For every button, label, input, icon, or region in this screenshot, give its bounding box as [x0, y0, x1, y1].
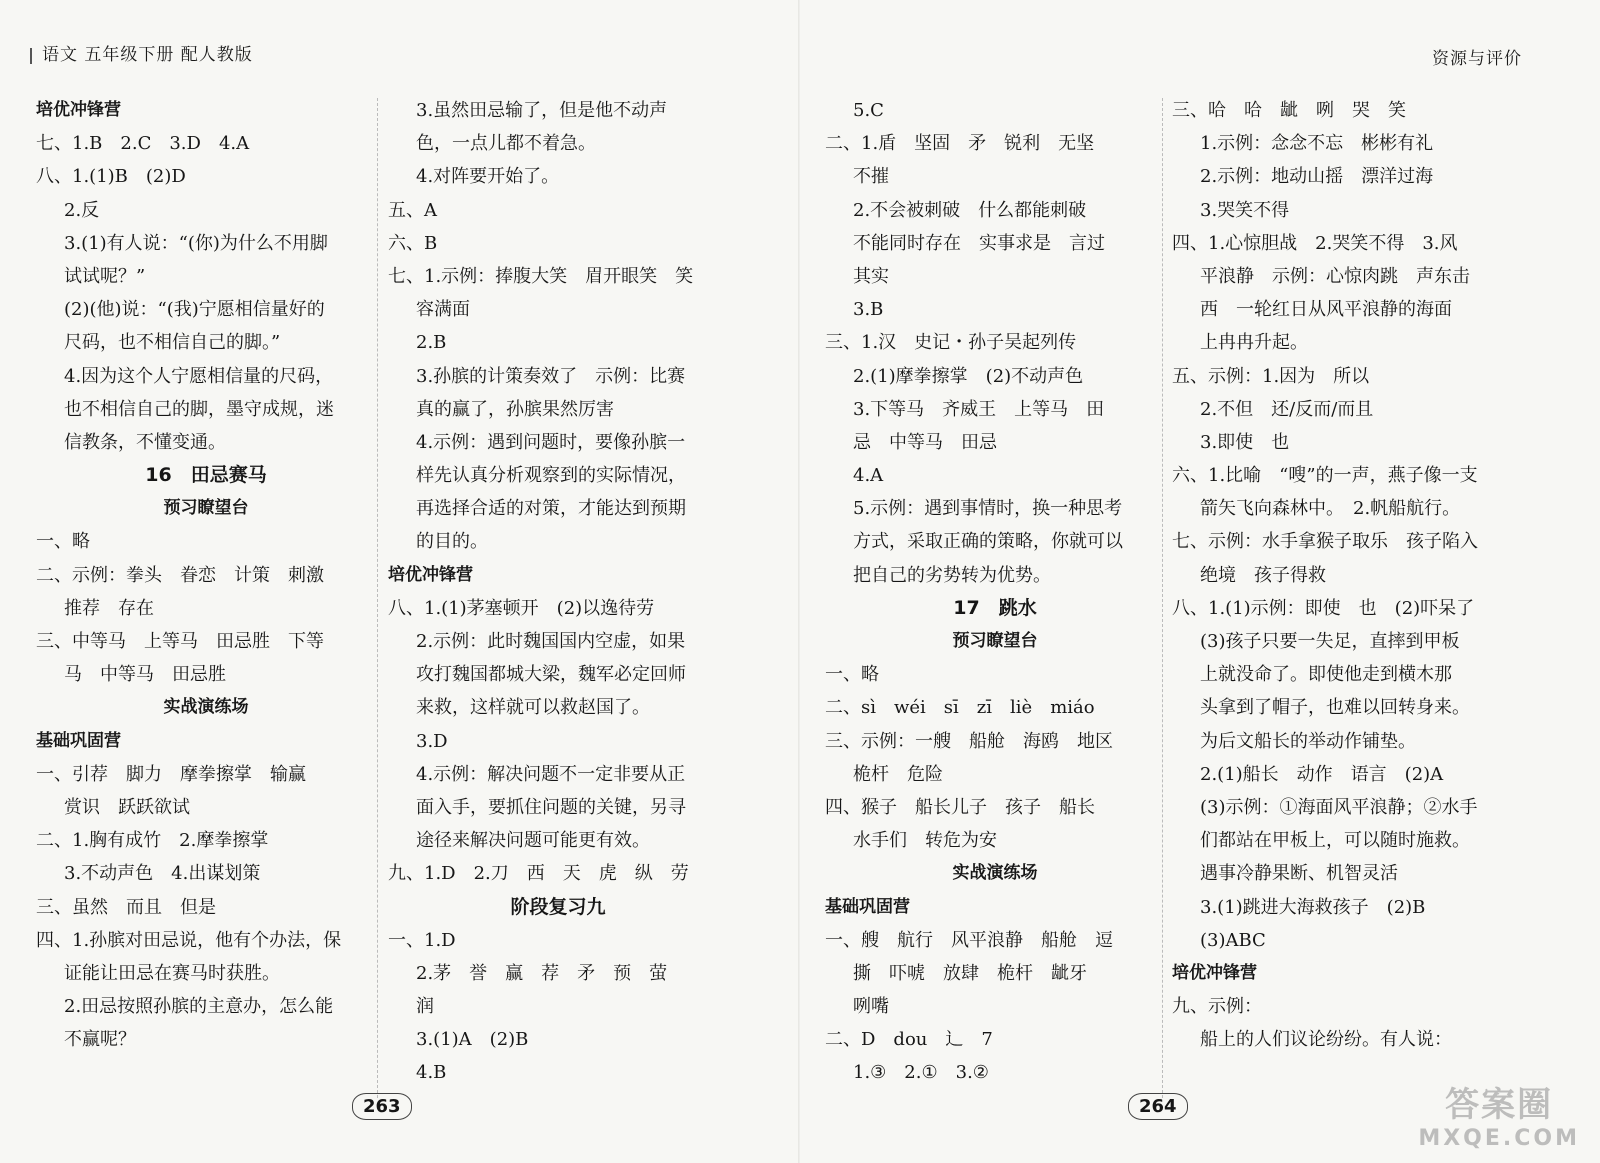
answer-line: 撕 吓唬 放肆 桅杆 龇牙: [853, 962, 1087, 984]
answer-line: 样先认真分析观察到的实际情况，: [416, 465, 686, 487]
answer-line: 的目的。: [416, 531, 488, 553]
answer-line: 一、略: [36, 531, 90, 553]
answer-line: 马 中等马 田忌胜: [64, 664, 226, 686]
answer-line: 水手们 转危为安: [853, 830, 997, 852]
answer-line: 实战演练场: [952, 863, 1038, 884]
answer-line: 三、1.汉 史记・孙子吴起列传: [825, 332, 1077, 354]
page-number-right: 264: [1128, 1093, 1188, 1120]
answer-line: 一、引荐 脚力 摩拳擦掌 输赢: [36, 763, 306, 785]
answer-line: 3.即使 也: [1200, 431, 1290, 453]
answer-line: 三、虽然 而且 但是: [36, 896, 216, 918]
answer-line: 2.反: [64, 199, 100, 221]
answer-line: 3.(1)A (2)B: [416, 1029, 529, 1051]
answer-line: 遇事冷静果断、机智灵活: [1200, 863, 1398, 885]
answer-line: 八、1.(1)B (2)D: [36, 166, 186, 188]
answer-line: (3)ABC: [1200, 929, 1266, 951]
answer-line: 二、sì wéi sī zī liè miáo: [825, 697, 1095, 719]
answer-line: 基础巩固营: [825, 896, 910, 917]
answer-column-2: [388, 94, 728, 1090]
answer-line: 四、1.心惊胆战 2.哭笑不得 3.风: [1172, 232, 1458, 254]
answer-line: 不摧: [853, 166, 889, 188]
book-title: 语文 五年级下册 配人教版: [42, 40, 253, 65]
answer-line: (3)孩子只要一失足，直摔到甲板: [1200, 631, 1460, 652]
answer-line: 2.茅 誉 赢 荐 矛 预 萤: [416, 962, 668, 984]
answer-line: 二、1.盾 坚固 矛 锐利 无坚: [825, 133, 1095, 155]
answer-line: 攻打魏国都城大梁，魏军必定回师: [416, 664, 686, 686]
answer-line: 3.哭笑不得: [1200, 199, 1290, 221]
answer-line: 七、1.B 2.C 3.D 4.A: [36, 133, 250, 155]
answer-line: 其实: [853, 265, 889, 287]
answer-line: 平浪静 示例：心惊肉跳 声东击: [1200, 265, 1470, 287]
answer-line: 上冉冉升起。: [1200, 332, 1308, 354]
answer-line: 七、1.示例：捧腹大笑 眉开眼笑 笑: [388, 265, 694, 287]
answer-line: 试试呢？”: [64, 265, 146, 287]
answer-line: 2.(1)摩拳擦掌 (2)不动声色: [853, 365, 1084, 387]
answer-line: 培优冲锋营: [36, 100, 121, 120]
answer-line: 2.田忌按照孙膑的主意办，怎么能: [64, 996, 334, 1018]
answer-line: 3.(1)跳进大海救孩子 (2)B: [1200, 896, 1426, 918]
answer-line: 预习瞭望台: [952, 631, 1038, 651]
answer-line: 二、D dou 辶 7: [825, 1029, 993, 1051]
answer-line: 3.不动声色 4.出谋划策: [64, 863, 261, 885]
answer-line: 二、示例：拳头 眷恋 计策 刺激: [36, 564, 324, 586]
answer-line: 赏识 跃跃欲试: [64, 796, 190, 818]
answer-line: 4.示例：遇到问题时，要像孙膑一: [416, 431, 686, 453]
answer-line: 1.示例：念念不忘 彬彬有礼: [1200, 133, 1434, 155]
answer-line: 方式，采取正确的策略，你就可以: [853, 531, 1123, 553]
watermark-logo: [1418, 1077, 1580, 1151]
answer-line: 真的赢了，孙膑果然厉害: [416, 398, 614, 420]
answer-line: 绝境 孩子得救: [1200, 564, 1326, 586]
answer-line: 预习瞭望台: [163, 498, 249, 519]
answer-line: 3.孙膑的计策奏效了 示例：比赛: [416, 365, 686, 387]
answer-line: 阶段复习九: [510, 895, 606, 918]
answer-line: 4.对阵要开始了。: [416, 166, 560, 188]
answer-line: 再选择合适的对策，才能达到预期: [416, 498, 686, 520]
answer-line: 来救，这样就可以救赵国了。: [416, 697, 650, 719]
answer-line: 四、1.孙膑对田忌说，他有个办法，保: [36, 929, 342, 951]
answer-line: 一、1.D: [388, 929, 456, 951]
answer-line: 头拿到了帽子，也难以回转身来。: [1200, 697, 1470, 719]
answer-line: 六、B: [388, 232, 438, 254]
answer-line: 2.(1)船长 动作 语言 (2)A: [1200, 763, 1444, 785]
answer-line: 2.不但 还/反而/而且: [1200, 398, 1374, 420]
answer-line: 容满面: [416, 299, 470, 321]
answer-line: 面入手，要抓住问题的关键，另寻: [416, 796, 686, 818]
answer-line: 西 一轮红日从风平浪静的海面: [1200, 299, 1452, 321]
answer-line: 不赢呢？: [64, 1029, 136, 1051]
answer-line: 八、1.(1)示例：即使 也 (2)吓呆了: [1172, 597, 1475, 619]
page-fold: [798, 0, 800, 1163]
answer-line: 们都站在甲板上，可以随时施救。: [1200, 830, 1470, 852]
answer-line: 把自己的劣势转为优势。: [853, 564, 1051, 586]
answer-line: 3.B: [853, 299, 884, 321]
answer-line: 3.(1)有人说：“(你)为什么不用脚: [64, 232, 328, 254]
answer-line: 四、猴子 船长儿子 孩子 船长: [825, 796, 1095, 818]
answer-line: 船上的人们议论纷纷。有人说：: [1200, 1029, 1452, 1051]
answer-line: 培优冲锋营: [1172, 962, 1257, 983]
answer-line: 为后文船长的举动作铺垫。: [1200, 730, 1416, 752]
answer-line: 2.不会被刺破 什么都能刺破: [853, 199, 1087, 221]
answer-line: 箭矢飞向森林中。 2.帆船航行。: [1200, 498, 1461, 520]
answer-line: 不能同时存在 实事求是 言过: [853, 232, 1105, 254]
answer-line: 七、示例：水手拿猴子取乐 孩子陷入: [1172, 531, 1478, 553]
answer-line: 2.示例：此时魏国国内空虚，如果: [416, 631, 686, 652]
answer-line: 证能让田忌在赛马时获胜。: [64, 962, 280, 984]
answer-line: 五、A: [388, 199, 437, 221]
answer-line: 润: [416, 996, 434, 1018]
answer-line: 推荐 存在: [64, 597, 154, 619]
answer-line: 一、略: [825, 664, 879, 686]
answer-line: 忌 中等马 田忌: [853, 431, 997, 453]
answer-line: 九、1.D 2.刀 西 天 虎 纵 劳: [388, 863, 689, 885]
answer-line: 17 跳水: [953, 596, 1037, 619]
answer-line: 5.C: [853, 100, 884, 121]
answer-line: 4.因为这个人宁愿相信量的尺码，: [64, 365, 334, 387]
answer-line: 六、1.比喻 “嗖”的一声，燕子像一支: [1172, 465, 1478, 487]
answer-line: 三、哈 哈 龇 咧 哭 笑: [1172, 100, 1406, 121]
column-divider-right: [1162, 98, 1163, 1098]
answer-line: 3.D: [416, 730, 448, 752]
answer-line: 2.B: [416, 332, 447, 354]
answer-line: 尺码，也不相信自己的脚。”: [64, 332, 281, 354]
answer-line: 二、1.胸有成竹 2.摩拳擦掌: [36, 830, 269, 852]
answer-line: 16 田忌赛马: [145, 464, 267, 487]
answer-line: 三、示例：一艘 船舱 海鸥 地区: [825, 730, 1113, 752]
answer-line: 桅杆 危险: [853, 763, 943, 785]
answer-line: 3.虽然田忌输了，但是他不动声: [416, 100, 668, 121]
answer-line: 色，一点儿都不着急。: [416, 133, 596, 155]
answer-line: 5.示例：遇到事情时，换一种思考: [853, 498, 1123, 520]
answer-line: 五、示例：1.因为 所以: [1172, 365, 1370, 387]
answer-column-4: [1172, 94, 1512, 1056]
answer-line: 2.示例：地动山摇 漂洋过海: [1200, 166, 1434, 188]
answer-line: 基础巩固营: [36, 730, 121, 751]
answer-line: 三、中等马 上等马 田忌胜 下等: [36, 631, 324, 652]
answer-line: 咧嘴: [853, 996, 889, 1018]
answer-line: 1.③ 2.① 3.②: [853, 1062, 989, 1084]
answer-line: 4.示例：解决问题不一定非要从正: [416, 763, 686, 785]
answer-line: 4.B: [416, 1062, 447, 1084]
watermark-url: MXQE.COM: [1418, 1126, 1580, 1151]
answer-line: 九、示例：: [1172, 996, 1262, 1018]
answer-line: 一、艘 航行 风平浪静 船舱 逗: [825, 929, 1113, 951]
answer-line: 4.A: [853, 465, 884, 487]
answer-line: 也不相信自己的脚，墨守成规，迷: [64, 398, 334, 420]
answer-line: 八、1.(1)茅塞顿开 (2)以逸待劳: [388, 597, 655, 619]
watermark-text: 答案圈: [1445, 1085, 1554, 1125]
series-title: 资源与评价: [1432, 49, 1522, 69]
answer-line: 途径来解决问题可能更有效。: [416, 830, 650, 852]
answer-line: 上就没命了。即使他走到横木那: [1200, 664, 1452, 686]
page-number-left: 263: [352, 1093, 412, 1120]
answer-column-3: [825, 94, 1165, 1090]
answer-line: 信教条，不懂变通。: [64, 431, 226, 453]
answer-column-1: [36, 94, 376, 1056]
column-divider-left: [377, 98, 378, 1098]
answer-line: 3.下等马 齐威王 上等马 田: [853, 398, 1105, 420]
answer-line: (2)(他)说：“(我)宁愿相信量好的: [64, 299, 325, 321]
answer-line: 实战演练场: [163, 697, 249, 718]
answer-line: (3)示例：①海面风平浪静；②水手: [1200, 796, 1478, 818]
answer-line: 培优冲锋营: [388, 564, 473, 585]
